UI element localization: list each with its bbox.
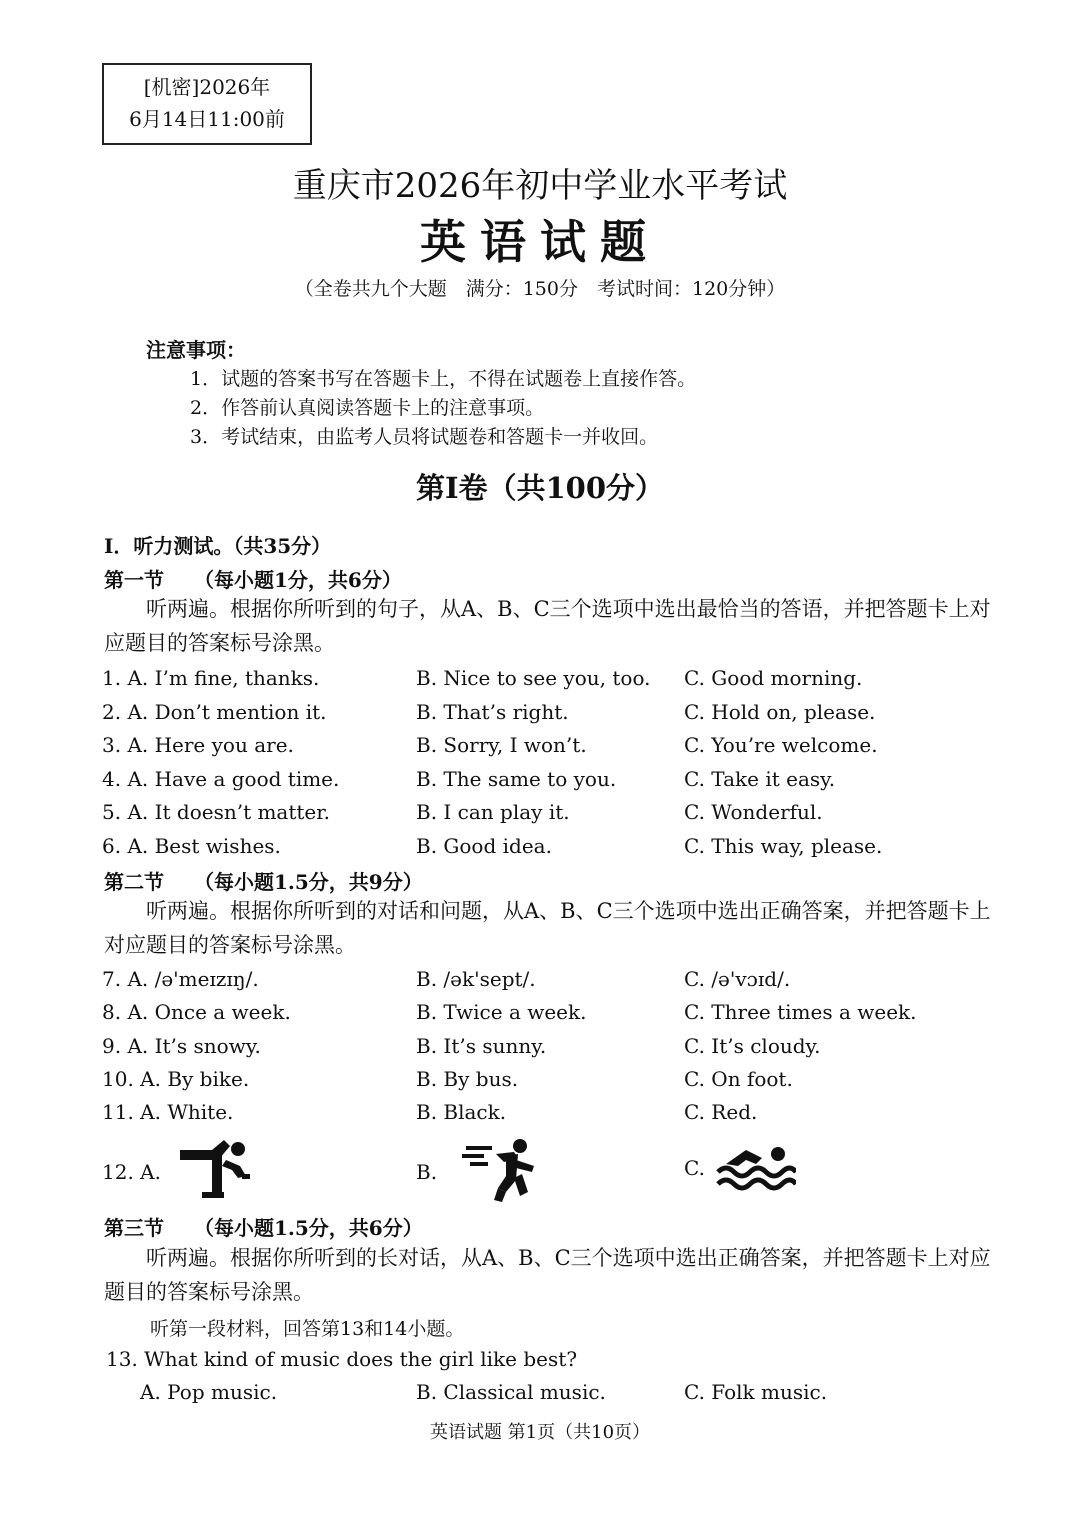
question-option: B. I can play it. xyxy=(416,800,570,824)
question-option: 10. A. By bike. xyxy=(102,1067,250,1091)
question-option: 11. A. White. xyxy=(102,1100,234,1124)
question-option: A. Pop music. xyxy=(140,1380,278,1404)
note-item: 3．考试结束，由监考人员将试题卷和答题卡一并收回。 xyxy=(190,426,659,448)
question-option: B. Twice a week. xyxy=(416,1000,587,1024)
confidential-line1: [机密]2026年 xyxy=(143,75,271,99)
question-option: 1. A. I’m fine, thanks. xyxy=(102,666,320,690)
question-option: C. Three times a week. xyxy=(684,1000,917,1024)
note-item: 1．试题的答案书写在答题卡上，不得在试题卷上直接作答。 xyxy=(190,368,697,390)
question-option: C. Red. xyxy=(684,1100,758,1124)
question-option: 2. A. Don’t mention it. xyxy=(102,700,327,724)
question-option: C. /ə'vɔɪd/. xyxy=(684,967,791,991)
question-option: B. It’s sunny. xyxy=(416,1034,547,1058)
question-option: B. Nice to see you, too. xyxy=(416,666,651,690)
question-option: C. It’s cloudy. xyxy=(684,1034,821,1058)
question-option: C. xyxy=(684,1156,705,1180)
question-option: C. This way, please. xyxy=(684,834,883,858)
skating-pictogram-icon xyxy=(176,1136,254,1202)
question-option: C. Wonderful. xyxy=(684,800,823,824)
question-option: 6. A. Best wishes. xyxy=(102,834,281,858)
question-option: 12. A. xyxy=(102,1160,161,1184)
question-option: B. Sorry, I won’t. xyxy=(416,733,587,757)
instructions: 听两遍。根据你所听到的长对话，从A、B、C三个选项中选出正确答案，并把答题卡上对应题目的答案标号涂黑。 xyxy=(104,1246,991,1304)
notes-title: 注意事项： xyxy=(146,338,246,362)
swimming-pictogram-icon xyxy=(716,1142,796,1192)
question-option: 8. A. Once a week. xyxy=(102,1000,291,1024)
question-13: 13. What kind of music does the girl like best? xyxy=(106,1347,578,1371)
question-option: C. Good morning. xyxy=(684,666,863,690)
subject-title: 英语试题 xyxy=(420,215,660,269)
question-option: C. Take it easy. xyxy=(684,767,836,791)
exam-info: （全卷共九个大题 满分：150分 考试时间：120分钟） xyxy=(294,278,786,300)
question-option: C. Hold on, please. xyxy=(684,700,876,724)
question-option: B. Classical music. xyxy=(416,1380,606,1404)
question-option: 3. A. Here you are. xyxy=(102,733,294,757)
sub-instructions: 听第一段材料，回答第13和14小题。 xyxy=(150,1318,465,1340)
question-option: C. On foot. xyxy=(684,1067,793,1091)
question-option: B. /ək'sept/. xyxy=(416,967,536,991)
question-option: B. Black. xyxy=(416,1100,507,1124)
question-option: 9. A. It’s snowy. xyxy=(102,1034,261,1058)
question-option: C. You’re welcome. xyxy=(684,733,878,757)
question-option: B. The same to you. xyxy=(416,767,617,791)
question-option: B. By bus. xyxy=(416,1067,519,1091)
question-option: 7. A. /ə'meɪzɪŋ/. xyxy=(102,967,259,991)
part-title: 第Ⅰ卷（共100分） xyxy=(415,471,665,505)
question-option: B. xyxy=(416,1160,438,1184)
running-pictogram-icon xyxy=(462,1136,538,1204)
question-option: B. Good idea. xyxy=(416,834,552,858)
confidential-box xyxy=(102,63,312,145)
subsection-title: 第二节 （每小题1.5分，共9分） xyxy=(104,870,423,894)
question-option: 5. A. It doesn’t matter. xyxy=(102,800,330,824)
section-title: I．听力测试。（共35分） xyxy=(104,534,332,558)
page-footer: 英语试题 第1页（共10页） xyxy=(429,1422,651,1443)
question-option: C. Folk music. xyxy=(684,1380,828,1404)
subsection-title: 第一节 （每小题1分，共6分） xyxy=(104,568,402,592)
note-item: 2．作答前认真阅读答题卡上的注意事项。 xyxy=(190,397,545,419)
instructions: 听两遍。根据你所听到的对话和问题，从A、B、C三个选项中选出正确答案，并把答题卡上对应题目的答案标号涂黑。 xyxy=(104,899,991,957)
subsection-title: 第三节 （每小题1.5分，共6分） xyxy=(104,1216,423,1240)
confidential-line2: 6月14日11:00前 xyxy=(129,107,285,131)
exam-title: 重庆市2026年初中学业水平考试 xyxy=(292,166,788,206)
question-option: 4. A. Have a good time. xyxy=(102,767,340,791)
instructions: 听两遍。根据你所听到的句子，从A、B、C三个选项中选出最恰当的答语，并把答题卡上对应题目的答案标号涂黑。 xyxy=(104,597,991,655)
question-option: B. That’s right. xyxy=(416,700,569,724)
